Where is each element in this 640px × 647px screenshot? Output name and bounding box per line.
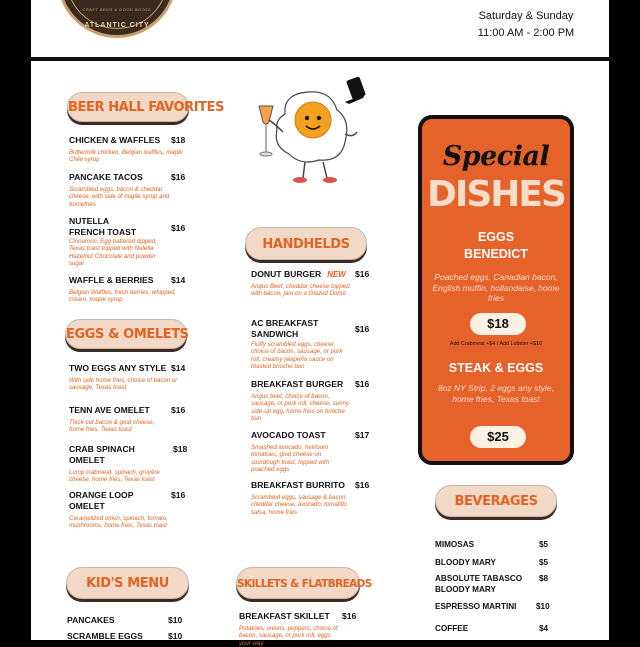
menu-item [239,611,343,647]
special-script-title: Special [442,141,550,172]
menu-item [69,172,177,208]
special-dishes-panel [418,115,574,465]
item-description: Buttermilk chicken, Belgian waffles, maple Chile syrup [69,149,183,164]
item-name: PANCAKE TACOS [69,172,143,182]
egg-mascot-icon [253,74,365,189]
logo-tagline: CRAFT BEER & GOOD BOOZE [82,7,152,12]
beverage-name: ESPRESSO MARTINI [435,602,517,611]
special-item-description: 8oz NY Strip, 2 eggs any style, home fries, Texas toast [437,383,555,404]
item-price: $16 [355,269,370,279]
menu-item [251,480,355,516]
menu-item [251,318,351,370]
beverage-name: MIMOSAS [435,540,475,549]
item-name: BREAKFAST SKILLET [239,611,330,621]
item-description: Angus Beef, cheddar cheese topped with bacon, jam on a Glazed Donut [251,283,350,298]
special-item-description: Poached eggs, Canadian bacon, English muffin, hollandaise, home fries [432,272,560,303]
section-beverages: BEVERAGES [435,485,557,517]
menu-item [69,363,179,392]
kids-item-name: SCRAMBLE EGGS [67,631,143,641]
item-price: $17 [355,430,370,440]
item-name: TENN AVE OMELET [69,405,150,415]
beverage-price: $5 [539,540,549,549]
item-name: CHICKEN & WAFFLES [69,135,161,145]
hours-time: 11:00 AM - 2:00 PM [477,27,575,39]
menu-item [69,405,169,434]
special-dishes-title: DISHES [427,174,565,215]
item-name [251,269,356,280]
header [31,0,609,61]
beverage-name: ABSOLUTE TABASCO BLOODY MARY [435,574,523,594]
special-addons: Add Crabmeat +$4 / Add Lobster +$10 [449,341,543,347]
beverage-price: $5 [539,558,549,567]
kids-item-price: $10 [168,615,183,625]
beverage-price: $10 [536,602,550,611]
item-price: $18 [173,444,188,454]
item-price: $16 [171,405,186,415]
menu-item [251,379,351,422]
item-description: Scrambled eggs, bacon & cheddar cheese, with side of maple syrup and homefries [69,186,170,208]
item-name: ORANGE LOOP OMELET [69,490,134,511]
item-price: $16 [355,324,370,334]
hours-days: Saturday & Sunday [478,10,574,22]
restaurant-logo [57,0,177,38]
menu-item [251,269,356,298]
item-price: $14 [171,363,186,373]
item-price: $16 [171,223,186,233]
item-description: Lump crabmeat, spinach, gruyère cheese, home fries, Texas toast [69,469,160,484]
item-name: AVOCADO TOAST [251,430,326,440]
item-price: $18 [171,135,186,145]
item-price: $16 [355,379,370,389]
item-description: Smashed avocado, heirloom tomatoes, goat cheese on sourdough toast, topped with poached eggs [251,444,330,473]
item-price: $16 [355,480,370,490]
kids-item-price: $10 [168,631,183,641]
special-item-title: STEAK & EGGS [448,361,544,375]
item-name: CRAB SPINACH OMELET [69,444,135,465]
section-kids-menu: KID'S MENU [66,567,189,599]
menu-page [31,0,609,647]
item-name: WAFFLE & BERRIES [69,275,154,285]
menu-item [69,490,169,530]
item-price: $16 [171,172,186,182]
section-beer-hall-favorites: BEER HALL FAVORITES [67,92,189,122]
item-description: Thick-cut bacon & goat cheese, home fries, Texas toast [69,419,155,434]
menu-item [69,444,173,484]
beverage-name: COFFEE [435,624,469,633]
item-price: $14 [171,275,186,285]
logo-city: ATLANTIC CITY [84,22,150,29]
beverage-name: BLOODY MARY [435,558,496,567]
item-description: Scrambled eggs, sausage & bacon, cheddar cheese, avocado, tomatillo salsa, home fries [251,494,348,516]
item-description: Belgian Waffles, fresh berries, whipped cream, maple syrup [69,289,175,304]
item-description: Potatoes, onions, peppers, choice of bacon, sausage, or pork roll, eggs your way [239,625,338,647]
menu-item [69,216,139,238]
section-eggs-omelets: EGGS & OMELETS [65,319,187,349]
item-description: Cinnamon, Egg battered dipped, Texas toast topped with Nutella Hazelnut Chocolate and powder sugar [69,238,157,267]
new-badge: NEW [327,270,346,279]
menu-item [251,430,345,473]
item-name: BREAKFAST BURGER [251,379,344,389]
item-name-text: DONUT BURGER [251,269,322,279]
special-item-price: $18 [470,313,526,335]
kids-item-name: PANCAKES [67,615,115,625]
beverage-price: $4 [539,624,549,633]
item-name: AC BREAKFAST SANDWICH [251,318,319,339]
item-description: Fluffy scrambled eggs, cheese, choice of bacon, sausage, or pork roll, creamy jalapeño sauce on toasted brioche bun [251,341,343,370]
item-description: Angus beef, choice of bacon, sausage, or pork roll, cheese, sunny-side-up egg, home fries on brioche bun [251,393,351,422]
special-item-title: EGGS BENEDICT [464,230,528,261]
item-price: $16 [171,490,186,500]
item-name: TWO EGGS ANY STYLE [69,363,167,373]
special-item-price: $25 [470,426,526,448]
menu-item [69,275,175,304]
item-description: With side home fries, choice of bacon or sausage, Texas toast [69,377,178,392]
section-handhelds: HANDHELDS [245,227,367,260]
beverage-price: $8 [539,574,549,583]
item-description: Caramelized onion, spinach, tomato, mushrooms, home fries, Texas toast [69,515,168,530]
section-skillets-flatbreads: SKILLETS & FLATBREADS [236,567,360,599]
item-price: $16 [342,611,357,621]
item-name: NUTELLA FRENCH TOAST [69,216,137,237]
item-name: BREAKFAST BURRITO [251,480,345,490]
